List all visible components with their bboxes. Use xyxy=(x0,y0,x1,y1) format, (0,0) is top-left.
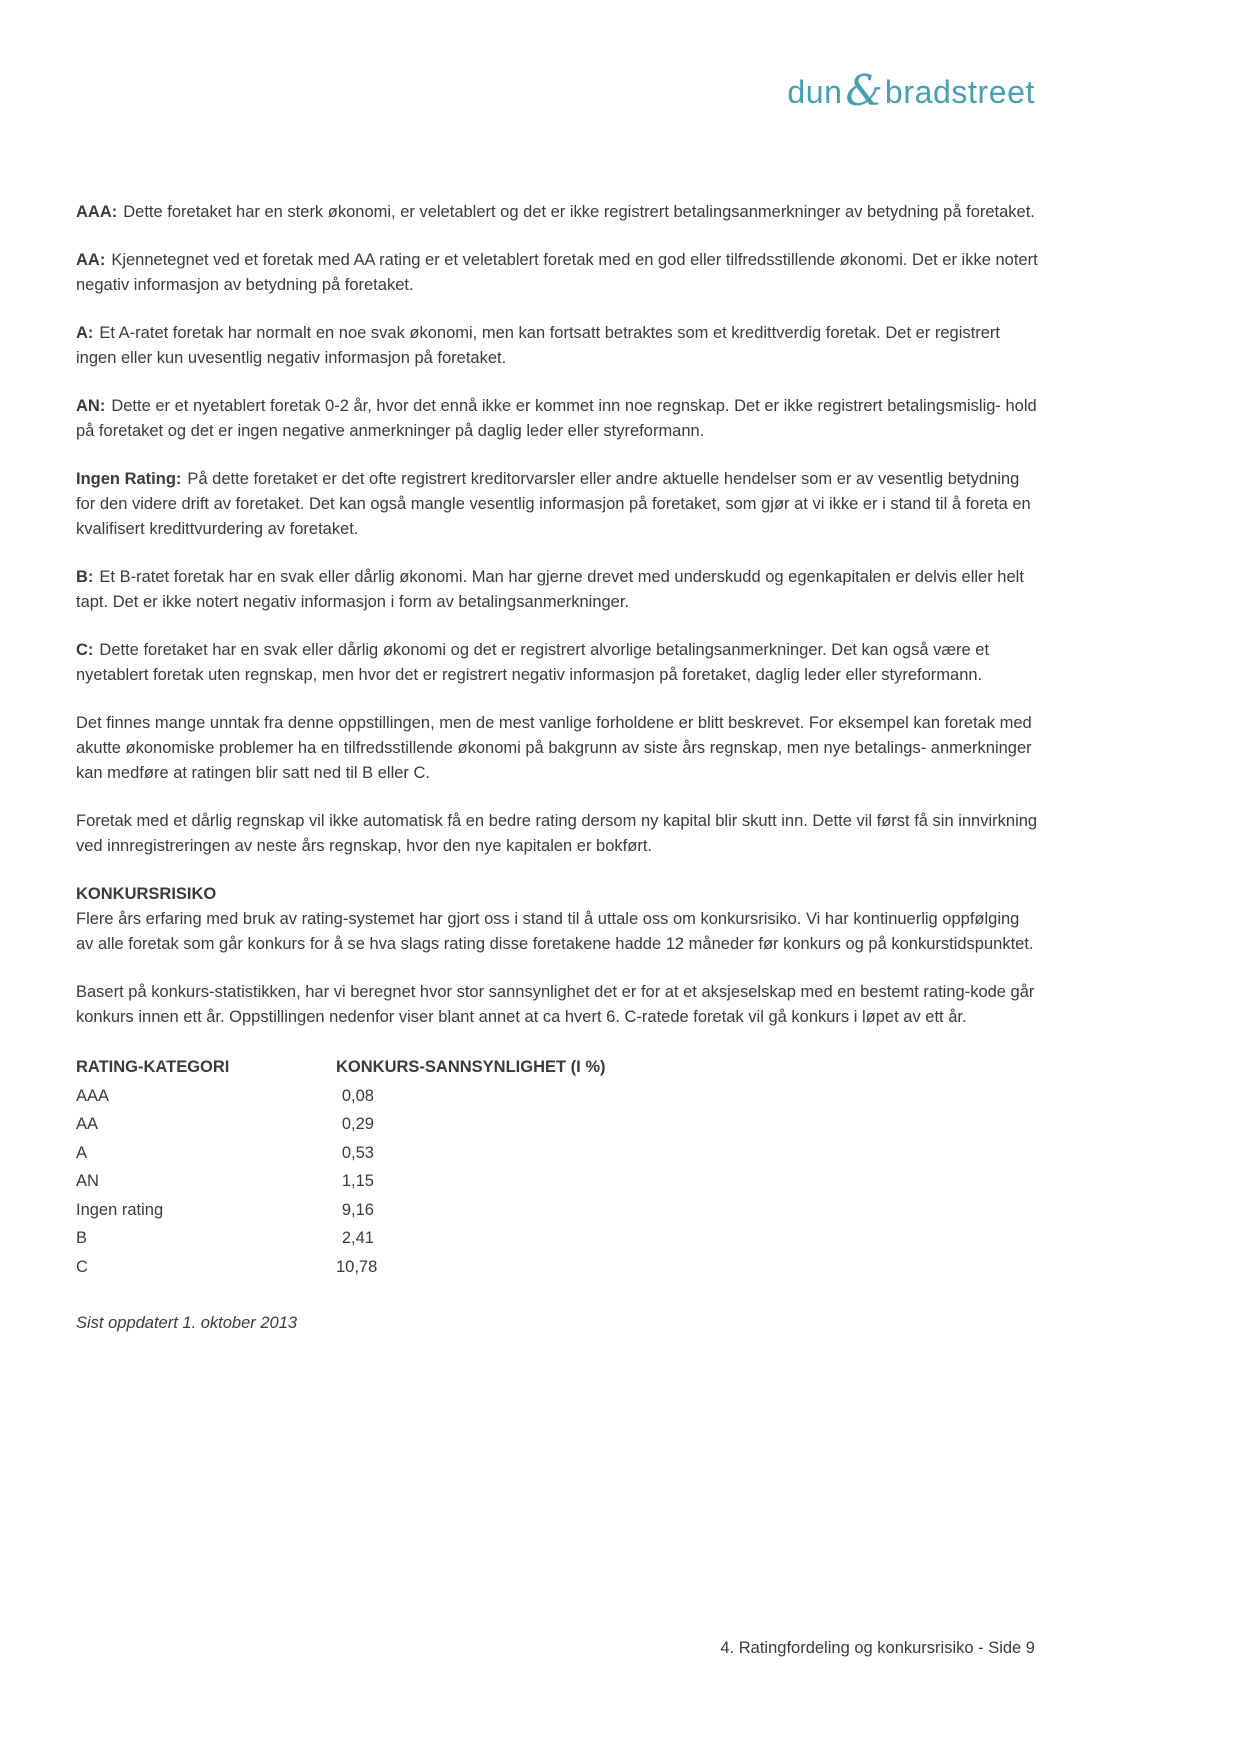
logo-ampersand-icon: & xyxy=(845,66,883,115)
table-cell-category: AA xyxy=(76,1115,99,1133)
rating-label-a: A: xyxy=(76,324,94,342)
rating-text-ingen-rating: På dette foretaket er det ofte registrert kreditorvarsler eller andre aktuelle hendelser som er av vesentlig betydning for den videre drift av foretaket. Det kan også mangle vesentlig informasjon på foretaket, som gjør at vi ikke er i stand til å foreta en kvalifisert kredittvurdering av foretaket. xyxy=(76,470,1031,538)
rating-paragraph-b xyxy=(76,565,1038,615)
document-body xyxy=(76,200,1038,1353)
last-updated-note: Sist oppdatert 1. oktober 2013 xyxy=(76,1314,298,1332)
table-cell-probability: 0,53 xyxy=(341,1143,374,1162)
table-row xyxy=(76,1224,1038,1253)
rating-label-ingen-rating: Ingen Rating: xyxy=(76,470,182,488)
rating-label-aa: AA: xyxy=(76,251,106,269)
table-row xyxy=(76,1253,1038,1282)
logo-word-dun: dun xyxy=(787,74,843,110)
rating-label-aaa: AAA: xyxy=(76,203,118,221)
general-paragraph-new-capital: Foretak med et dårlig regnskap vil ikke automatisk få en bedre rating dersom ny kapital blir skutt inn. Dette vil først få sin innvirkning ved innregistreringen av neste års regnskap, hvor den nye kapitalen er bokført. xyxy=(76,812,1038,855)
rating-text-aa: Kjennetegnet ved et foretak med AA rating er et veletablert foretak med en god eller tilfredsstillende økonomi. Det er ikke notert negativ informasjon av betydning på foretaket. xyxy=(76,251,1038,294)
section-heading-konkursrisiko: KONKURSRISIKO xyxy=(76,885,217,903)
konkursrisiko-paragraph-1: Flere års erfaring med bruk av rating-systemet har gjort oss i stand til å uttale oss om konkursrisiko. Vi har kontinuerlig oppfølging av alle foretak som går konkurs for å se hva slags rating disse foretakene hadde 12 måneder før konkurs og på konkurstidspunktet. xyxy=(76,910,1034,953)
rating-text-c: Dette foretaket har en svak eller dårlig økonomi og det er registrert alvorlige betalingsanmerkninger. Det kan også være et nyetablert foretak uten regnskap, men hvor det er registrert negativ informasjon på foretaket, daglig leder eller styreformann. xyxy=(76,641,990,684)
rating-label-b: B: xyxy=(76,568,94,586)
table-cell-probability: 1,15 xyxy=(341,1172,374,1190)
rating-paragraph-aaa xyxy=(76,200,1038,225)
konkursrisiko-paragraph-2: Basert på konkurs-statistikken, har vi beregnet hvor stor sannsynlighet det er for at et aksjeselskap med en bestemt rating-kode går konkurs innen ett år. Oppstillingen nedenfor viser blant annet at ca hvert 6. C-ratede foretak vil gå konkurs i løpet av ett år. xyxy=(76,983,1035,1026)
rating-probability-table xyxy=(76,1053,1038,1281)
rating-label-an: AN: xyxy=(76,397,106,415)
dun-bradstreet-logo xyxy=(787,66,1035,115)
page-footer: 4. Ratingfordeling og konkursrisiko - Side 9 xyxy=(720,1639,1035,1657)
rating-text-an: Dette er et nyetablert foretak 0-2 år, hvor det ennå ikke er kommet inn noe regnskap. Det er ikke registrert betalingsmislig- hold på foretaket og det er ingen negative anmerkninger på daglig leder eller styreformann. xyxy=(76,397,1037,440)
table-row xyxy=(76,1139,1038,1168)
table-cell-probability: 9,16 xyxy=(341,1200,374,1219)
rating-paragraph-an xyxy=(76,394,1038,444)
rating-paragraph-a xyxy=(76,321,1038,371)
general-paragraph-exceptions: Det finnes mange unntak fra denne oppstillingen, men de mest vanlige forholdene er blitt beskrevet. For eksempel kan foretak med akutte økonomiske problemer ha en tilfredsstillende økonomi på bakgrunn av siste års regnskap, men nye betalings- anmerkninger kan medføre at ratingen blir satt ned til B eller C. xyxy=(76,714,1032,782)
table-cell-category: C xyxy=(76,1257,88,1276)
rating-text-aaa: Dette foretaket har en sterk økonomi, er veletablert og det er ikke registrert betalingsanmerkninger av betydning på foretaket. xyxy=(123,203,1035,221)
table-cell-probability: 2,41 xyxy=(341,1229,374,1247)
rating-text-b: Et B-ratet foretak har en svak eller dårlig økonomi. Man har gjerne drevet med underskudd og egenkapitalen er delvis eller helt tapt. Det er ikke notert negativ informasjon i form av betalingsanmerkninger. xyxy=(76,568,1024,611)
table-header-row xyxy=(76,1053,1038,1082)
table-cell-probability: 0,08 xyxy=(341,1086,374,1105)
rating-paragraph-ingen-rating xyxy=(76,467,1038,542)
table-cell-category: Ingen rating xyxy=(76,1200,164,1219)
table-row xyxy=(76,1196,1038,1225)
table-header-category: RATING-KATEGORI xyxy=(76,1058,230,1076)
table-header-probability: KONKURS-SANNSYNLIGHET (I %) xyxy=(336,1058,606,1076)
rating-paragraph-aa xyxy=(76,248,1038,298)
logo-word-bradstreet: bradstreet xyxy=(884,74,1035,110)
table-cell-category: A xyxy=(76,1143,88,1162)
rating-paragraph-c xyxy=(76,638,1038,688)
table-cell-category: AN xyxy=(76,1172,99,1190)
table-cell-category: B xyxy=(76,1229,88,1247)
table-cell-category: AAA xyxy=(76,1086,110,1105)
table-row xyxy=(76,1110,1038,1139)
table-row xyxy=(76,1167,1038,1196)
table-cell-probability: 10,78 xyxy=(336,1257,378,1276)
table-row xyxy=(76,1082,1038,1111)
rating-text-a: Et A-ratet foretak har normalt en noe svak økonomi, men kan fortsatt betraktes som et kredittverdig foretak. Det er registrert ingen eller kun uvesentlig negativ informasjon på foretaket. xyxy=(76,324,1000,367)
table-cell-probability: 0,29 xyxy=(341,1115,374,1133)
rating-label-c: C: xyxy=(76,641,94,659)
